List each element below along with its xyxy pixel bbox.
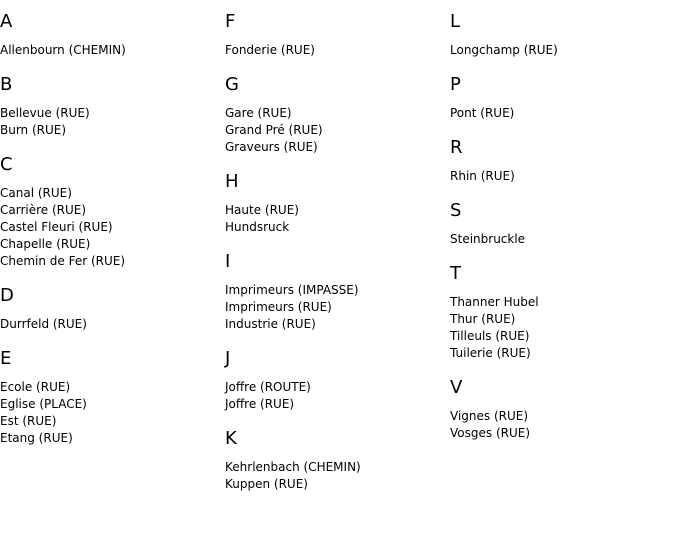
letter-heading: E: [0, 348, 12, 369]
street-link[interactable]: Tilleuls (RUE): [450, 329, 530, 343]
letter-heading: S: [450, 200, 462, 221]
street-link[interactable]: Joffre (RUE): [225, 397, 295, 411]
street-link[interactable]: Graveurs (RUE): [225, 140, 318, 154]
street-link[interactable]: Industrie (RUE): [225, 317, 316, 331]
street-list: [225, 282, 445, 333]
street-link[interactable]: Etang (RUE): [0, 431, 73, 445]
letter-group: [450, 263, 670, 362]
street-link[interactable]: Haute (RUE): [225, 203, 299, 217]
letter-group: [0, 154, 220, 270]
letter-group: [450, 74, 670, 122]
letter-heading: L: [450, 11, 461, 32]
street-list: [225, 202, 445, 236]
street-link[interactable]: Allenbourn (CHEMIN): [0, 43, 126, 57]
street-link[interactable]: Carrière (RUE): [0, 203, 87, 217]
street-list: [0, 42, 220, 59]
street-link[interactable]: Chapelle (RUE): [0, 237, 91, 251]
street-link[interactable]: Vosges (RUE): [450, 426, 531, 440]
street-link[interactable]: Gare (RUE): [225, 106, 292, 120]
street-link[interactable]: Kuppen (RUE): [225, 477, 308, 491]
street-link[interactable]: Kehrlenbach (CHEMIN): [225, 460, 361, 474]
street-link[interactable]: Tuilerie (RUE): [450, 346, 531, 360]
letter-heading: R: [450, 137, 463, 158]
letter-heading: H: [225, 171, 239, 192]
street-link[interactable]: Thanner Hubel: [450, 295, 539, 309]
letter-group: [225, 428, 445, 493]
street-link[interactable]: Hundsruck: [225, 220, 290, 234]
street-list: [225, 459, 445, 493]
letter-heading: D: [0, 285, 14, 306]
letter-group: [450, 200, 670, 248]
street-link[interactable]: Canal (RUE): [0, 186, 72, 200]
letter-heading: J: [225, 348, 231, 369]
street-link[interactable]: Fonderie (RUE): [225, 43, 315, 57]
street-link[interactable]: Imprimeurs (IMPASSE): [225, 283, 359, 297]
street-index-column-2: [225, 11, 445, 508]
street-list: [225, 379, 445, 413]
street-link[interactable]: Durrfeld (RUE): [0, 317, 87, 331]
street-list: [225, 42, 445, 59]
street-link[interactable]: Burn (RUE): [0, 123, 67, 137]
letter-group: [450, 377, 670, 442]
street-list: [225, 105, 445, 156]
letter-heading: B: [0, 74, 13, 95]
letter-group: [0, 348, 220, 447]
letter-group: [225, 11, 445, 59]
street-link[interactable]: Eglise (PLACE): [0, 397, 87, 411]
street-link[interactable]: Pont (RUE): [450, 106, 515, 120]
letter-heading: I: [225, 251, 231, 272]
street-list: [450, 231, 670, 248]
street-list: [0, 105, 220, 139]
street-link[interactable]: Est (RUE): [0, 414, 57, 428]
street-link[interactable]: Bellevue (RUE): [0, 106, 90, 120]
letter-group: [0, 285, 220, 333]
street-link[interactable]: Steinbruckle: [450, 232, 526, 246]
street-list: [450, 408, 670, 442]
street-link[interactable]: Longchamp (RUE): [450, 43, 558, 57]
letter-group: [225, 171, 445, 236]
street-index-column-1: [0, 11, 220, 462]
letter-heading: C: [0, 154, 13, 175]
street-link[interactable]: Ecole (RUE): [0, 380, 71, 394]
letter-group: [0, 74, 220, 139]
street-link[interactable]: Imprimeurs (RUE): [225, 300, 332, 314]
letter-heading: T: [450, 263, 461, 284]
street-list: [0, 316, 220, 333]
letter-group: [225, 251, 445, 333]
street-link[interactable]: Chemin de Fer (RUE): [0, 254, 126, 268]
letter-heading: P: [450, 74, 461, 95]
street-link[interactable]: Joffre (ROUTE): [225, 380, 311, 394]
street-link[interactable]: Vignes (RUE): [450, 409, 529, 423]
street-list: [450, 294, 670, 362]
letter-heading: F: [225, 11, 236, 32]
street-index-column-3: [450, 11, 670, 457]
street-link[interactable]: Thur (RUE): [450, 312, 516, 326]
street-list: [450, 42, 670, 59]
letter-group: [450, 11, 670, 59]
street-list: [0, 379, 220, 447]
letter-group: [225, 74, 445, 156]
street-link[interactable]: Castel Fleuri (RUE): [0, 220, 113, 234]
letter-heading: A: [0, 11, 13, 32]
letter-group: [0, 11, 220, 59]
letter-heading: G: [225, 74, 239, 95]
letter-group: [450, 137, 670, 185]
street-list: [450, 105, 670, 122]
street-link[interactable]: Grand Pré (RUE): [225, 123, 323, 137]
letter-heading: K: [225, 428, 237, 449]
street-list: [450, 168, 670, 185]
street-list: [0, 185, 220, 270]
letter-group: [225, 348, 445, 413]
letter-heading: V: [450, 377, 463, 398]
street-link[interactable]: Rhin (RUE): [450, 169, 515, 183]
